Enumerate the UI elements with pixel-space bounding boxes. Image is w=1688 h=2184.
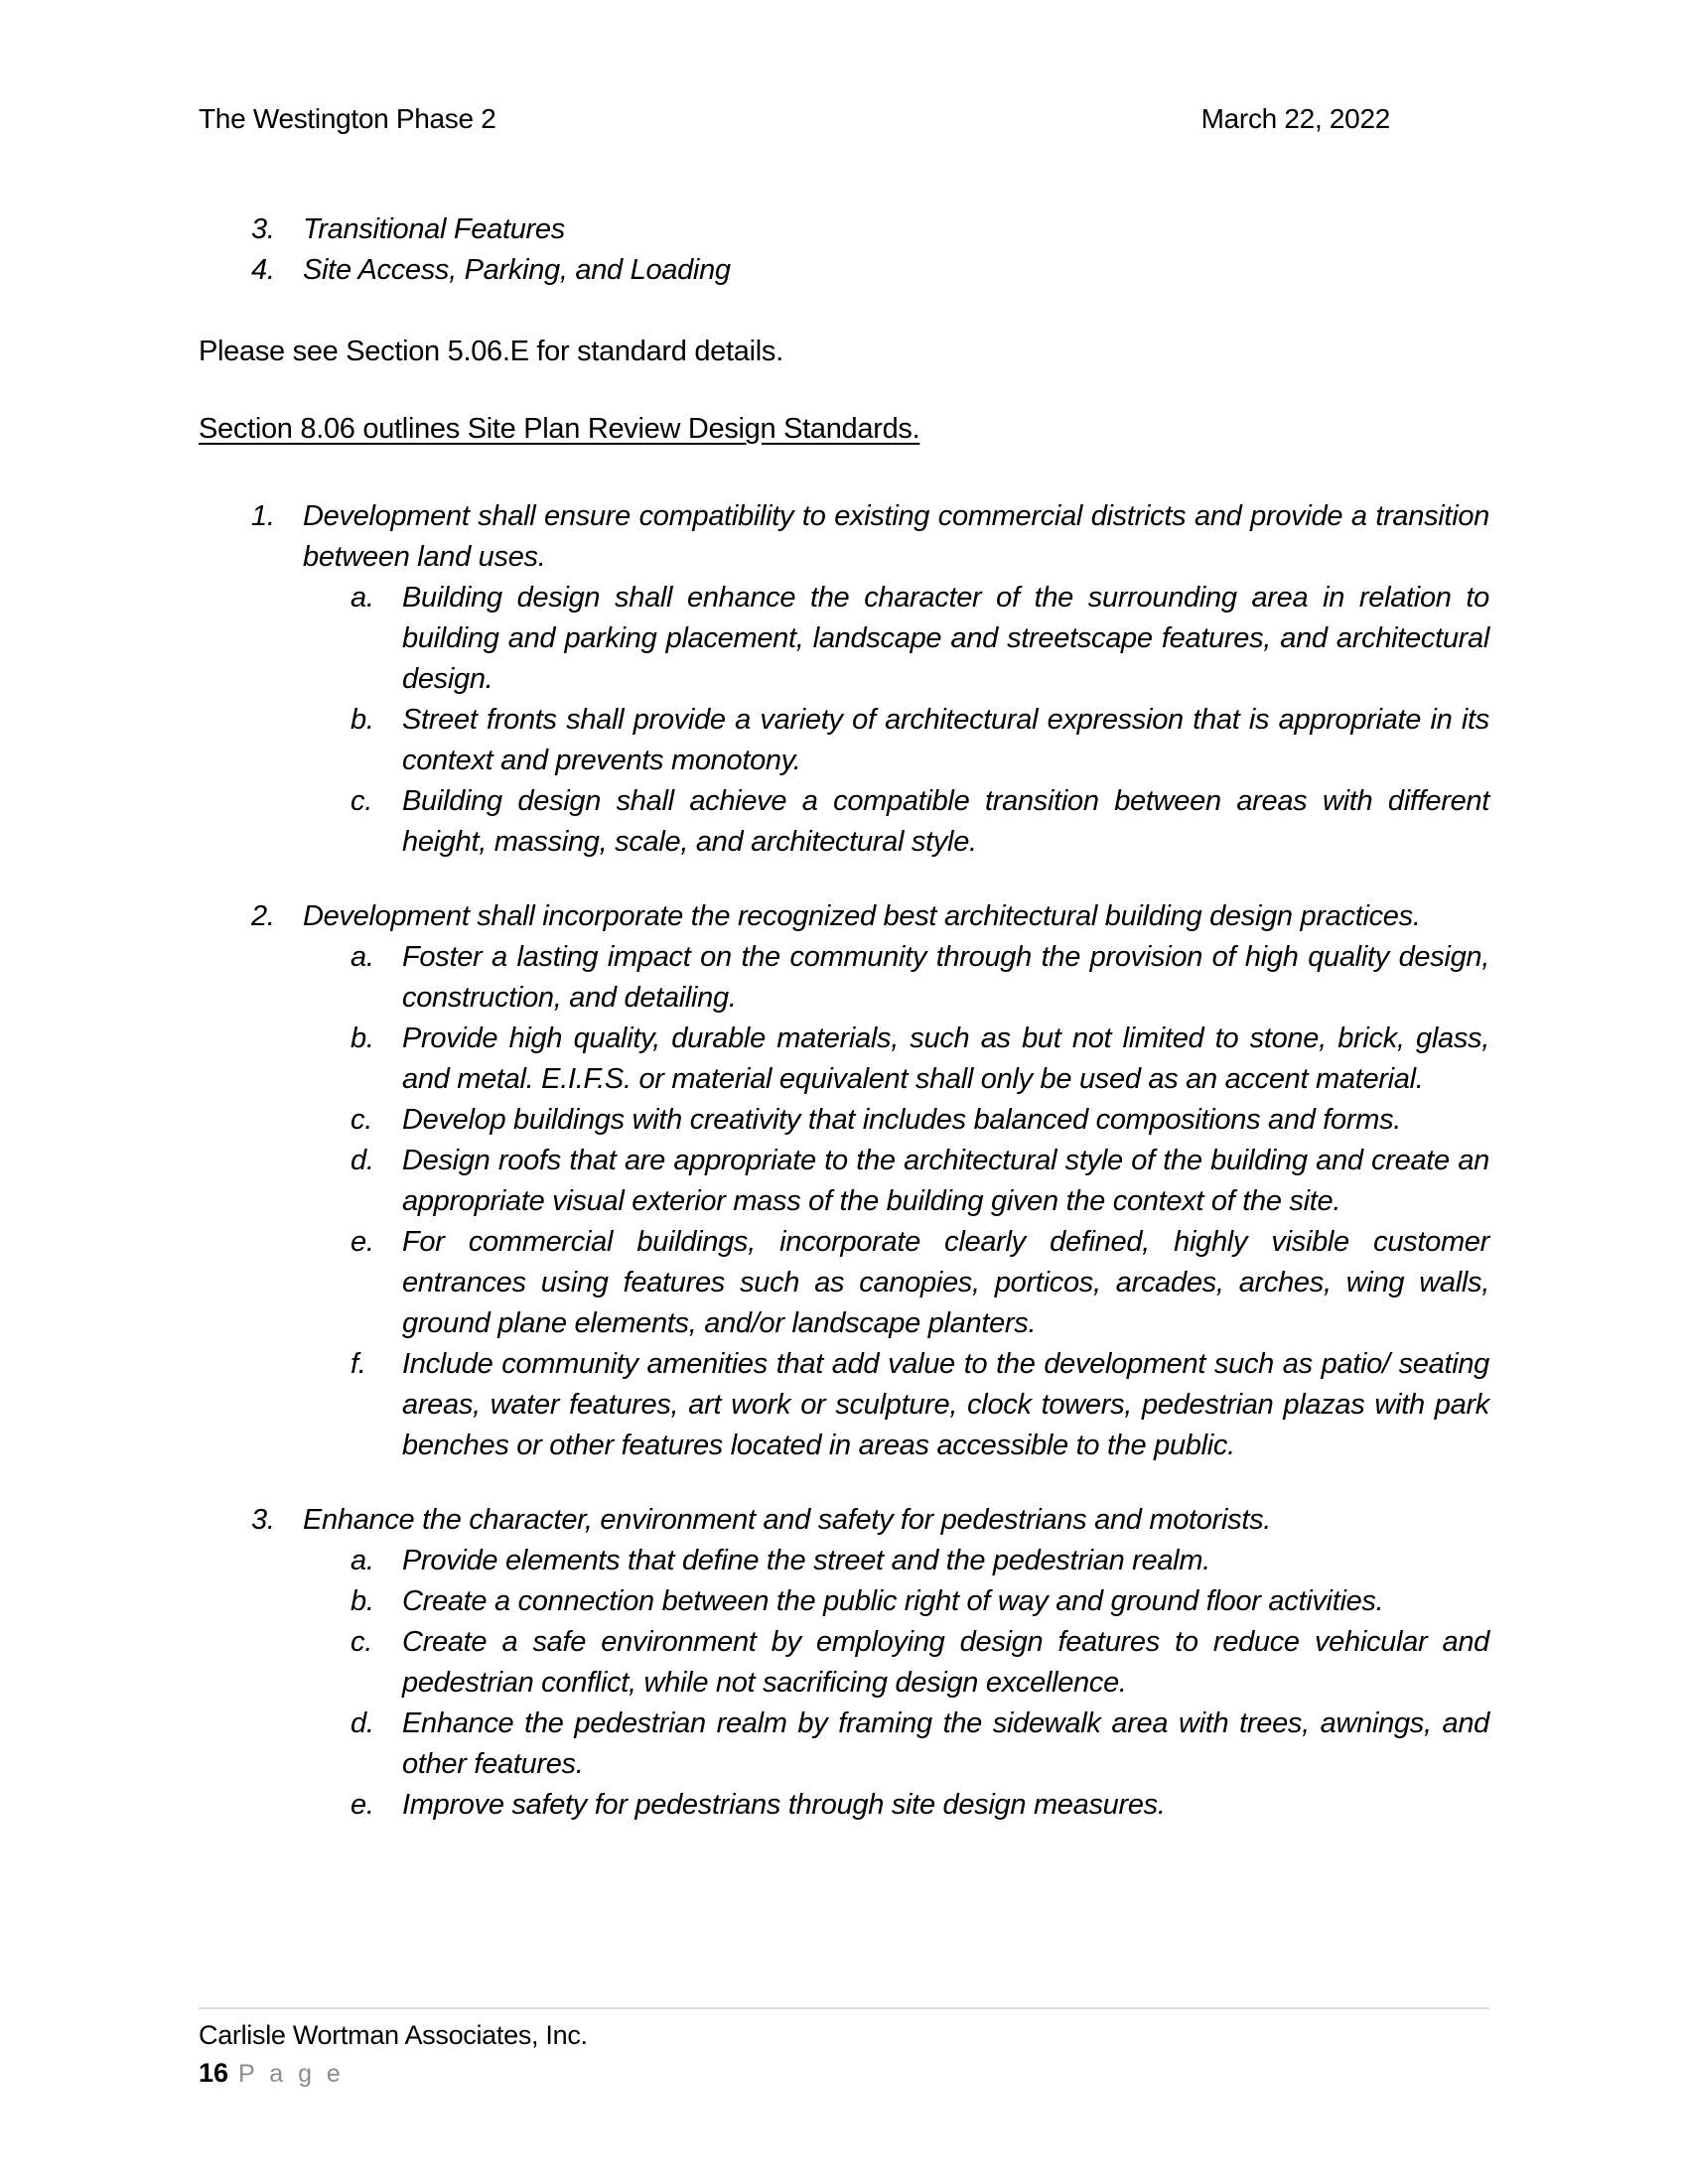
standard-item [199,1500,1489,1541]
list-marker: 3. [251,1504,275,1536]
header-date: March 22, 2022 [1200,103,1390,134]
header-title: The Westington Phase 2 [199,103,496,134]
page-number: 16 [199,2058,229,2088]
list-marker: a. [351,941,374,973]
list-marker: d. [351,1707,374,1739]
list-marker: 1. [251,500,275,532]
list-item-text: Foster a lasting impact on the community through the provision of high quality design, construction, and detailing. [402,941,1489,1014]
footer-page-line [199,2057,1489,2091]
standard-sub-item [199,1344,1489,1466]
list-marker: c. [351,1626,372,1658]
top-list-item [199,209,1489,250]
list-item-text: Building design shall achieve a compatible transition between areas with different height, massing, scale, and architectural style. [402,785,1489,858]
page-footer [199,2007,1489,2091]
list-item-text: Site Access, Parking, and Loading [303,254,731,286]
list-item-text: Develop buildings with creativity that includes balanced compositions and forms. [402,1104,1402,1136]
list-marker: b. [351,1023,374,1054]
list-marker: 3. [251,213,275,245]
standard-sub-item [199,1581,1489,1622]
list-marker: e. [351,1226,374,1258]
standard-sub-item [199,1541,1489,1581]
list-item-text: Enhance the character, environment and safety for pedestrians and motorists. [303,1504,1272,1536]
list-item-text: Include community amenities that add value to the development such as patio/ seating areas, water features, art work or sculpture, clock towers, pedestrian plazas with park benches or other features located in areas accessible to the public. [402,1348,1489,1461]
list-marker: 4. [251,254,275,286]
standard-sub-item [199,1222,1489,1344]
standard-sub-item [199,1785,1489,1826]
list-marker: 2. [251,900,275,932]
standard-sub-item [199,1704,1489,1785]
page-header [199,102,1489,138]
standards-list [199,496,1489,1826]
list-item-text: Create a safe environment by employing design features to reduce vehicular and pedestrian conflict, while not sacrificing design excellence. [402,1626,1489,1699]
intro-paragraph: Please see Section 5.06.E for standard details. [199,336,783,367]
standard-sub-item [199,1622,1489,1704]
standard-item [199,896,1489,937]
standard-sub-item [199,700,1489,781]
standard-sub-item [199,578,1489,700]
list-item-text: For commercial buildings, incorporate clearly defined, highly visible customer entrances using features such as canopies, porticos, arcades, arches, wing walls, ground plane elements, and/or landscape planters. [402,1226,1489,1339]
list-item-text: Transitional Features [303,213,565,245]
list-item-text: Create a connection between the public right of way and ground floor activities. [402,1585,1384,1617]
standard-sub-item [199,1141,1489,1222]
section-heading: Section 8.06 outlines Site Plan Review Design Standards. [199,413,920,445]
list-marker: a. [351,582,374,614]
list-marker: a. [351,1545,374,1576]
list-marker: b. [351,704,374,736]
list-marker: c. [351,1104,372,1136]
list-item-text: Provide elements that define the street and the pedestrian realm. [402,1545,1210,1576]
page-label: P a g e [238,2060,345,2088]
list-marker: c. [351,785,372,817]
standard-sub-item [199,781,1489,863]
standard-sub-item [199,1100,1489,1141]
list-marker: f. [351,1348,366,1380]
list-marker: d. [351,1145,374,1176]
footer-divider [199,2007,1489,2009]
list-item-text: Enhance the pedestrian realm by framing the sidewalk area with trees, awnings, and other features. [402,1707,1489,1780]
standard-sub-item [199,937,1489,1019]
top-list-item [199,250,1489,291]
list-item-text: Development shall incorporate the recognized best architectural building design practices. [303,900,1421,932]
list-item-text: Street fronts shall provide a variety of architectural expression that is appropriate in its context and prevents monotony. [402,704,1489,776]
list-item-text: Improve safety for pedestrians through site design measures. [402,1789,1166,1821]
footer-company: Carlisle Wortman Associates, Inc. [199,2020,588,2050]
standard-sub-item [199,1019,1489,1100]
list-marker: e. [351,1789,374,1821]
list-item-text: Design roofs that are appropriate to the architectural style of the building and create an appropriate visual exterior mass of the building given the context of the site. [402,1145,1489,1217]
transition-feature-list [199,209,1489,291]
list-item-text: Development shall ensure compatibility to existing commercial districts and provide a transition between land uses. [303,500,1489,573]
list-item-text: Building design shall enhance the character of the surrounding area in relation to building and parking placement, landscape and streetscape features, and architectural design. [402,582,1489,695]
list-marker: b. [351,1585,374,1617]
list-item-text: Provide high quality, durable materials, such as but not limited to stone, brick, glass, and metal. E.I.F.S. or material equivalent shall only be used as an accent material. [402,1023,1489,1095]
standard-item [199,496,1489,578]
